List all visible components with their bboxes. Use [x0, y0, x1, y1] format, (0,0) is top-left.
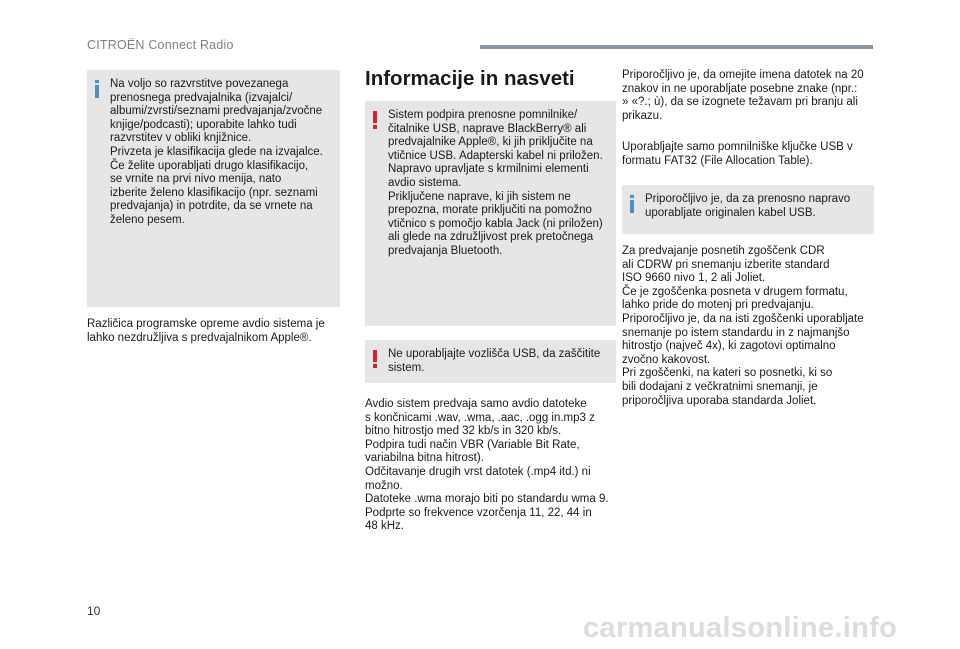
- warning-icon: [372, 350, 378, 368]
- section-heading: Informacije in nasveti: [365, 67, 575, 90]
- info-box-left: [87, 70, 340, 307]
- right-paragraph-2: Uporabljajte samo pomnilniške ključke USB v formatu FAT32 (File Allocation Table).: [622, 141, 853, 167]
- right-paragraph-1: Priporočljivo je, da omejite imena datotek na 20 znakov in ne uporabljate posebne znake (npr.: » «?.; ù), da se izognete težavam pri branju ali prikazu.: [622, 69, 864, 122]
- warning-box-text: Ne uporabljajte vozlišča USB, da zaščitite sistem.: [388, 348, 601, 374]
- watermark-logo: carmanualsonline.info: [583, 612, 898, 644]
- info-box-text: Priporočljivo je, da za prenosno napravo uporabljate originalen kabel USB.: [645, 193, 851, 219]
- left-paragraph: Različica programske opreme avdio sistema je lahko nezdružljiva s predvajalnikom Apple®.: [87, 318, 325, 344]
- warning-box-text: Sistem podpira prenosne pomnilnike/ čitalnike USB, naprave BlackBerry® ali predvajalnike Apple®, ki jih priključite na vtičnice USB. Adapterski kabel ni priložen. Napravo upravljate s krmilnimi elementi avdio sistema. Priključene naprave, ki jih sistem ne prepozna, morate priključiti na pomožno vtičnico s pomočjo kabla Jack (ni priložen) ali glede na združljivost prek pretočnega predvajanja Bluetooth.: [388, 109, 603, 257]
- warning-box-2: [365, 340, 616, 383]
- info-icon: [629, 195, 635, 213]
- warning-box-1: [365, 101, 616, 326]
- right-paragraph-3: Za predvajanje posnetih zgoščenk CDR ali CDRW pri snemanju izberite standard ISO 9660 nivo 1, 2 ali Joliet. Če je zgoščenka posneta v drugem formatu, lahko pride do motenj pri predvajanju. Priporočljivo je, da na isti zgoščenki uporabljate snemanje po istem standardu in z najmanjšo hitrostjo (največ 4x), ki zagotovi optimalno zvočno kakovost. Pri zgoščenki, na kateri so posnetki, ki so bili dodajani z večkratnimi snemanji, je priporočljiva uporaba standarda Joliet.: [622, 245, 864, 407]
- middle-paragraph: Avdio sistem predvaja samo avdio datoteke s končnicami .wav, .wma, .aac, .ogg in.mp3 z bitno hitrostjo med 32 kb/s in 320 kb/s. Podpira tudi način VBR (Variable Bit Rate, variabilna bitna hitrost). Odčitavanje drugih vrst datotek (.mp4 itd.) ni možno. Datoteke .wma morajo biti po standardu wma 9. Podprte so frekvence vzorčenja 11, 22, 44 in 48 kHz.: [365, 398, 609, 533]
- info-icon: [94, 80, 100, 98]
- info-box-text: Na voljo so razvrstitve povezanega prenosnega predvajalnika (izvajalci/ albumi/zvrsti/seznami predvajanja/zvočne knjige/podcasti); uporabite lahko tudi razvrstitev v obliki knjižnice. Privzeta je klasifikacija glede na izvajalce. Če želite uporabljati drugo klasifikacijo, se vrnite na prvi nivo menija, nato izberite želeno klasifikacijo (npr. seznami predvajanja) in potrdite, da se vrnete na želeno pesem.: [110, 78, 323, 226]
- page-number: 10: [87, 604, 101, 618]
- info-box-right: [622, 185, 874, 234]
- warning-icon: [372, 111, 378, 129]
- header-title: CITROËN Connect Radio: [87, 38, 234, 52]
- header-bar: [480, 45, 873, 49]
